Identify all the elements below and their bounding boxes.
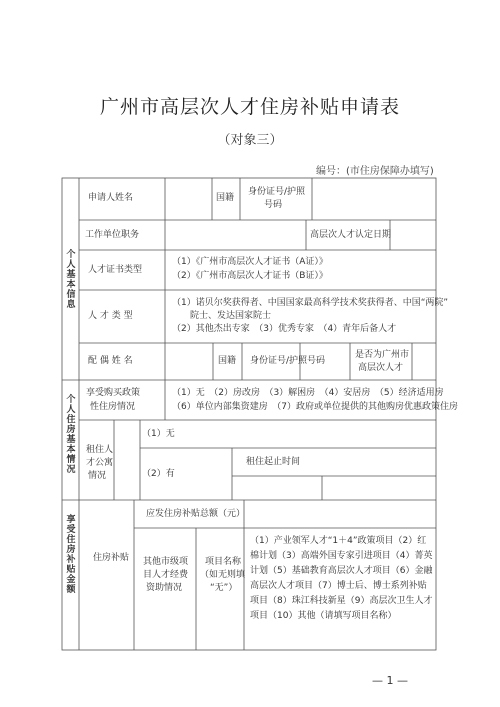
spouse-name-field[interactable] (166, 344, 212, 379)
rent-apartment-label-line2: 才公寓 (86, 458, 114, 468)
cert-type-label: 人才证书类型 (88, 265, 143, 275)
applicant-name-label: 申请人姓名 (88, 193, 134, 203)
cert-option-b[interactable]: （2）《广州市高层次人才证书（B证）》 (172, 271, 328, 281)
talent-date-field[interactable] (391, 221, 435, 249)
rent-period-field[interactable] (323, 477, 435, 499)
policy-housing-label-line2: 性住房情况 (90, 402, 136, 412)
employer-position-field[interactable] (166, 221, 305, 249)
rent-option-yes[interactable]: （2）有 (142, 469, 175, 479)
rent-option-none[interactable]: （1）无 (142, 429, 175, 439)
id-number-field[interactable] (313, 179, 435, 219)
applicant-name-field[interactable] (166, 178, 212, 220)
serial-number-label: 编号：(市住房保障办填写) (316, 166, 434, 177)
project-name-label-line2: （如无则填 (200, 570, 246, 580)
form-title: 广州市高层次人才住房补贴申请表 (99, 96, 400, 118)
other-funding-label-line1: 其他市级项 (143, 557, 189, 567)
talent-date-label: 高层次人才认定日期 (310, 230, 392, 240)
talent-type-label: 人 才 类 型 (88, 311, 133, 321)
rent-period-label: 租住起止时间 (246, 457, 301, 467)
housing-subsidy-label: 住房补贴 (93, 553, 130, 563)
spouse-name-label: 配 偶 姓 名 (88, 356, 133, 366)
cert-option-a[interactable]: （1）《广州市高层次人才证书（A证）》 (172, 257, 328, 267)
spouse-nationality-label: 国籍 (218, 356, 237, 366)
form-subtitle: （对象三） (217, 133, 283, 148)
spouse-is-talent-label-line2: 高层次人才 (358, 363, 404, 373)
project-list-item[interactable]: 项目（8）珠江科技新星（9）高层次卫生人才 (250, 596, 433, 606)
page-number: — 1 — (372, 674, 408, 687)
spouse-is-talent-field[interactable] (413, 344, 435, 379)
project-list-item[interactable]: 高层次人才项目（7）博士后、博士系列补贴 (250, 581, 427, 591)
employer-position-label: 工作单位职务 (85, 230, 140, 240)
subsidy-total-label: 应发住房补贴总额（元） (146, 509, 246, 519)
policy-housing-options-line1[interactable]: （1）无 （2）房改房 （3）解困房 （4）安居房 （5）经济适用房 (172, 388, 444, 398)
policy-housing-options-line2[interactable]: （6）单位内部集资建房 （7）政府或单位提供的其他购房优惠政策住房 (172, 402, 458, 412)
nationality-label: 国籍 (216, 193, 235, 203)
talent-option-line3[interactable]: （2）其他杰出专家 （3）优秀专家 （4）青年后备人才 (172, 324, 397, 334)
rent-apartment-label-line1: 租住人 (86, 445, 114, 455)
other-funding-label-line2: 目人才经费 (143, 570, 189, 580)
spouse-is-talent-label-line1: 是否为广州市 (355, 350, 410, 360)
project-list-item[interactable]: 项目（10）其他（请填写项目名称） (250, 611, 397, 621)
other-funding-label-line3: 资助情况 (146, 583, 183, 593)
section-subsidy-amount: 享受住房补贴金额 (66, 515, 76, 595)
section-personal-info: 个人基本信息 (66, 250, 76, 310)
project-list-item[interactable]: 计划（5）基础教育高层次人才项目（6）金融 (250, 566, 433, 576)
project-list-item[interactable]: 棉计划（3）高端外国专家引进项目（4）菁英 (250, 551, 433, 561)
talent-option-line2: 院士、发达国家院士 (190, 311, 272, 321)
rent-apartment-label-line3: 情况 (88, 471, 107, 481)
id-number-label-line1: 身份证号/护照 (248, 187, 306, 197)
subsidy-total-field[interactable] (245, 501, 435, 527)
spouse-id-label: 身份证号/护照号码 (250, 356, 326, 366)
id-number-label-line2: 号码 (264, 200, 283, 210)
project-list-item[interactable]: （1）产业领军人才“1＋4”政策项目（2）红 (250, 536, 427, 546)
section-housing-info: 个人住房基本情况 (66, 395, 76, 475)
project-name-label-line1: 项目名称 (205, 557, 242, 567)
project-name-label-line3: “无”） (210, 583, 238, 593)
policy-housing-label-line1: 享受购买政策 (86, 388, 141, 398)
talent-option-line1[interactable]: （1）诺贝尔奖获得者、中国国家最高科学技术奖获得者、中国“两院” (172, 298, 449, 308)
